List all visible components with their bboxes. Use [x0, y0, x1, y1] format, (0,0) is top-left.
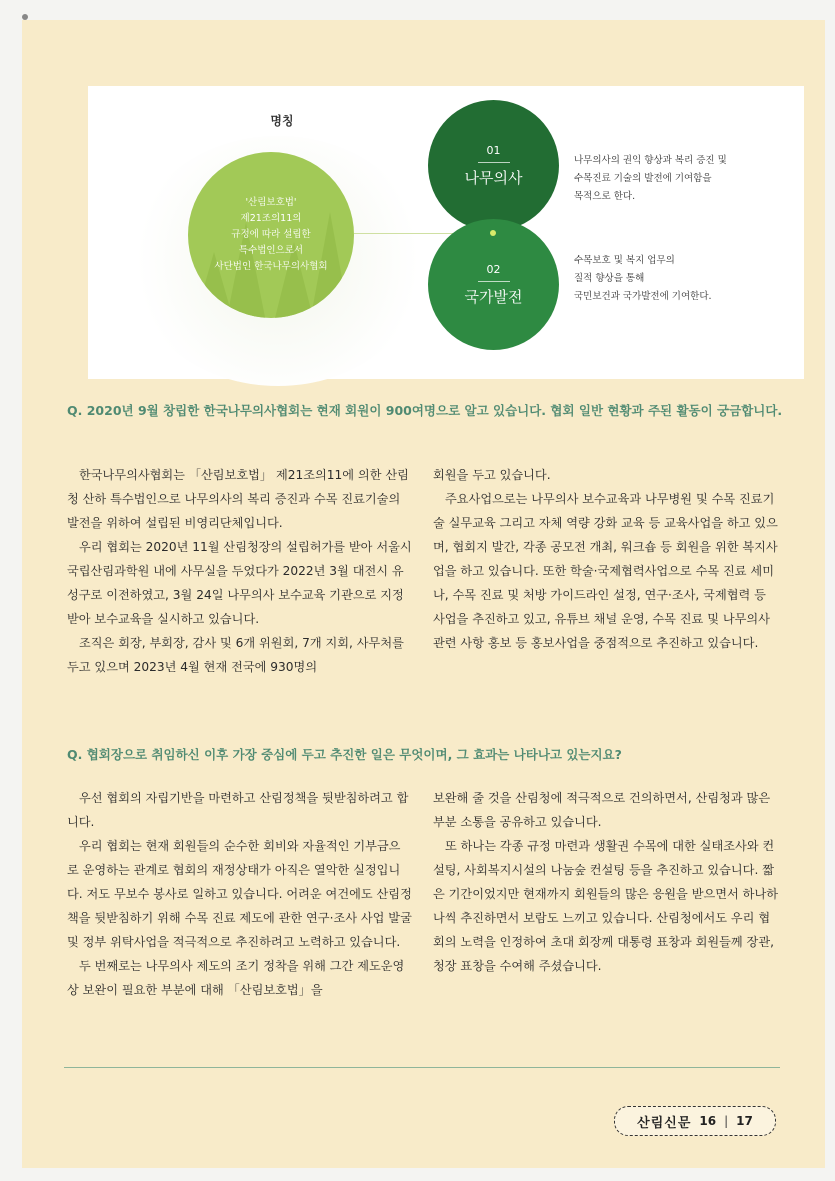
item-divider	[478, 162, 510, 163]
connector-dot	[490, 230, 496, 236]
item-description	[574, 152, 794, 206]
center-line: 특수법인으로서	[238, 245, 304, 256]
answer-column-right	[433, 786, 778, 978]
page-separator: |	[724, 1114, 729, 1128]
paragraph: 주요사업으로는 나무의사 보수교육과 나무병원 및 수목 진료기술 실무교육 그리고 자체 역량 강화 교육 등 교육사업을 하고 있으며, 협회지 발간, 각종 공모전 개최, 워크숍 등 회원을 위한 복지사업을 하고 있습니다. 또한 학술·국제협력사업으로 수목 진료 세미나, 수목 진료 및 처방 가이드라인 설정, 연구·조사, 국제협력 등 사업을 추진하고 있고, 유튜브 채널 운영, 수목 진료 및 나무의사 관련 사항 홍보 등 홍보사업을 중점적으로 추진하고 있습니다.	[433, 492, 778, 650]
page-badge	[614, 1106, 776, 1136]
page-number-left: 16	[699, 1114, 717, 1128]
description-line: 목적으로 한다.	[574, 191, 636, 202]
item-description	[574, 252, 794, 306]
newspaper-logo: 산림신문	[637, 1115, 692, 1131]
paragraph: 두 번째로는 나무의사 제도의 조기 정착을 위해 그간 제도운영 상 보완이 필요한 부분에 대해 「산림보호법」을	[67, 959, 405, 997]
question-heading: Q. 2020년 9월 창립한 한국나무의사협회는 현재 회원이 900여명으로 알고 있습니다. 협회 일반 현황과 주된 활동이 궁금합니다.	[67, 403, 783, 418]
answer-column-right	[433, 463, 778, 655]
center-line: 사단법인 한국나무의사협회	[214, 261, 328, 272]
item-number: 01	[486, 144, 501, 157]
item-circle-tree-doctor	[428, 100, 559, 231]
name-diagram	[88, 86, 804, 379]
paragraph: 조직은 회장, 부회장, 감사 및 6개 위원회, 7개 지회, 사무처를 두고 있으며 2023년 4월 현재 전국에 930명의	[67, 636, 404, 674]
answer-column-left	[67, 463, 412, 679]
paragraph-continued: 회원을 두고 있습니다.	[433, 468, 551, 482]
description-line: 나무의사의 권익 향상과 복리 증진 및	[574, 155, 727, 166]
center-line: 규정에 따라 설립한	[231, 229, 311, 240]
description-line: 질적 향상을 통해	[574, 273, 645, 284]
page-number-right: 17	[736, 1114, 753, 1128]
paragraph: 한국나무의사협회는 「산림보호법」 제21조의11에 의한 산림청 산하 특수법인으로 나무의사의 복리 증진과 수목 진료기술의 발전을 위하여 설립된 비영리단체입니다.	[67, 468, 409, 530]
item-name: 국가발전	[464, 288, 523, 306]
question-heading: Q. 협회장으로 취임하신 이후 가장 중심에 두고 추진한 일은 무엇이며, 그 효과는 나타나고 있는지요?	[67, 747, 622, 762]
footer-divider	[64, 1067, 780, 1068]
center-line: 제21조의11의	[240, 213, 302, 224]
center-line: '산림보호법'	[245, 197, 297, 208]
paragraph: 우선 협회의 자립기반을 마련하고 산림정책을 뒷받침하려고 합니다.	[67, 791, 409, 829]
corner-mark	[22, 14, 28, 20]
paragraph: 또 하나는 각종 규정 마련과 생활권 수목에 대한 실태조사와 컨설팅, 사회복지시설의 나눔숲 컨설팅 등을 추진하고 있습니다. 짧은 기간이었지만 현재까지 회원들의 많은 응원을 받으면서 하나하나씩 추진하면서 보람도 느끼고 있습니다. 산림청에서도 우리 협회의 노력을 인정하여 초대 회장께 대통령 표창과 회원들께 장관, 청장 표창을 수여해 주셨습니다.	[433, 839, 778, 973]
item-circle-national-development	[428, 219, 559, 350]
item-number: 02	[486, 263, 501, 276]
answer-column-left	[67, 786, 412, 1002]
description-line: 국민보건과 국가발전에 기여한다.	[574, 291, 712, 302]
description-line: 수목진료 기술의 발전에 기여함을	[574, 173, 712, 184]
center-circle	[188, 152, 354, 318]
item-divider	[478, 281, 510, 282]
description-line: 수목보호 및 복지 업무의	[574, 255, 675, 266]
paragraph-continued: 보완해 줄 것을 산림청에 적극적으로 건의하면서, 산림청과 많은 부분 소통을 공유하고 있습니다.	[433, 791, 771, 829]
paragraph: 우리 협회는 현재 회원들의 순수한 회비와 자율적인 기부금으로 운영하는 관계로 협회의 재정상태가 아직은 열악한 실정입니다. 저도 무보수 봉사로 일하고 있습니다. 어려운 여건에도 산림정책을 뒷받침하기 위해 수목 진료 제도에 관한 연구·조사 사업 발굴 및 정부 위탁사업을 적극적으로 추진하려고 노력하고 있습니다.	[67, 839, 412, 949]
item-name: 나무의사	[464, 169, 523, 187]
paragraph: 우리 협회는 2020년 11월 산림청장의 설립허가를 받아 서울시 국립산림과학원 내에 사무실을 두었다가 2022년 3월 대전시 유성구로 이전하였고, 3월 24일 나무의사 보수교육 기관으로 지정받아 보수교육을 실시하고 있습니다.	[67, 540, 412, 626]
diagram-title: 명칭	[270, 114, 294, 128]
